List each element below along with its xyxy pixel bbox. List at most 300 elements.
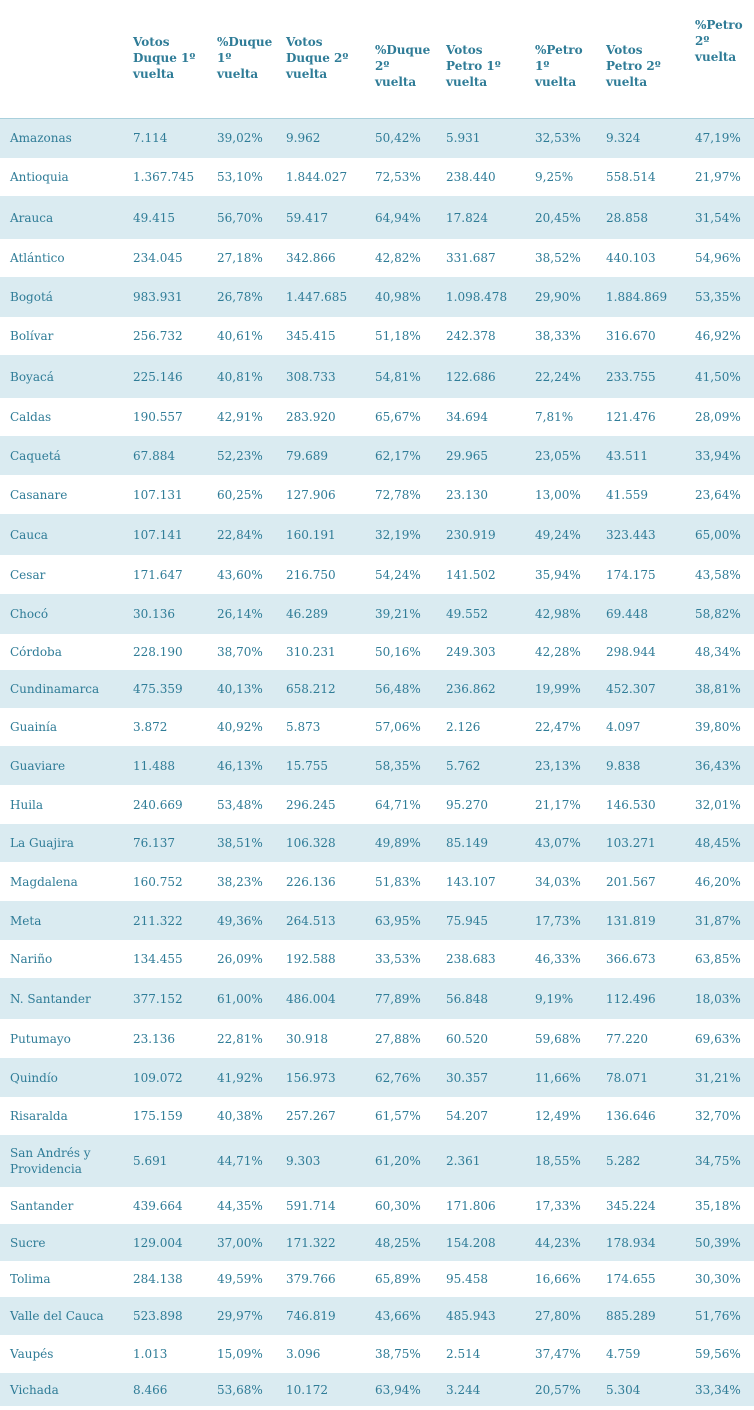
cell-department: Quindío bbox=[0, 1058, 125, 1097]
table-row bbox=[0, 1019, 754, 1058]
table-row bbox=[0, 1097, 754, 1135]
cell-votos-petro-2: 9.838 bbox=[598, 746, 687, 785]
cell-votos-duque-1: 160.752 bbox=[125, 862, 209, 901]
cell-votos-duque-2: 746.819 bbox=[278, 1297, 367, 1335]
cell-pct-duque-2: 43,66% bbox=[367, 1297, 438, 1335]
cell-votos-duque-1: 67.884 bbox=[125, 436, 209, 475]
cell-votos-petro-1: 485.943 bbox=[438, 1297, 527, 1335]
table-row bbox=[0, 594, 754, 634]
table-row bbox=[0, 355, 754, 398]
cell-pct-duque-2: 54,81% bbox=[367, 355, 438, 398]
cell-pct-duque-2: 63,95% bbox=[367, 901, 438, 940]
cell-pct-duque-2: 65,67% bbox=[367, 398, 438, 436]
cell-votos-duque-2: 192.588 bbox=[278, 940, 367, 978]
cell-votos-petro-2: 558.514 bbox=[598, 158, 687, 196]
cell-pct-petro-1: 22,24% bbox=[527, 355, 598, 398]
cell-votos-duque-2: 160.191 bbox=[278, 514, 367, 555]
cell-pct-petro-2: 41,50% bbox=[687, 355, 754, 398]
cell-pct-petro-1: 17,33% bbox=[527, 1187, 598, 1224]
cell-pct-petro-2: 31,54% bbox=[687, 196, 754, 239]
cell-pct-duque-1: 38,51% bbox=[209, 824, 278, 862]
cell-pct-petro-2: 23,64% bbox=[687, 475, 754, 514]
header-department bbox=[0, 0, 125, 118]
cell-votos-petro-2: 136.646 bbox=[598, 1097, 687, 1135]
cell-votos-petro-2: 9.324 bbox=[598, 118, 687, 158]
cell-pct-petro-1: 20,45% bbox=[527, 196, 598, 239]
cell-pct-petro-1: 34,03% bbox=[527, 862, 598, 901]
cell-votos-petro-1: 238.683 bbox=[438, 940, 527, 978]
cell-votos-duque-1: 8.466 bbox=[125, 1373, 209, 1406]
cell-department: Santander bbox=[0, 1187, 125, 1224]
cell-pct-duque-1: 29,97% bbox=[209, 1297, 278, 1335]
cell-department: Antioquia bbox=[0, 158, 125, 196]
cell-votos-petro-2: 885.289 bbox=[598, 1297, 687, 1335]
cell-department: Cauca bbox=[0, 514, 125, 555]
cell-pct-duque-1: 56,70% bbox=[209, 196, 278, 239]
cell-pct-duque-2: 61,57% bbox=[367, 1097, 438, 1135]
cell-pct-petro-1: 29,90% bbox=[527, 277, 598, 317]
cell-pct-duque-2: 51,18% bbox=[367, 317, 438, 355]
cell-pct-petro-1: 59,68% bbox=[527, 1019, 598, 1058]
cell-votos-petro-1: 230.919 bbox=[438, 514, 527, 555]
cell-pct-duque-2: 49,89% bbox=[367, 824, 438, 862]
cell-pct-petro-2: 53,35% bbox=[687, 277, 754, 317]
header-pct-duque-2: %Duque 2º vuelta bbox=[367, 0, 438, 118]
table-row bbox=[0, 1373, 754, 1406]
table-row bbox=[0, 901, 754, 940]
cell-votos-duque-2: 264.513 bbox=[278, 901, 367, 940]
cell-pct-duque-1: 39,02% bbox=[209, 118, 278, 158]
table-row bbox=[0, 1335, 754, 1373]
cell-pct-petro-2: 35,18% bbox=[687, 1187, 754, 1224]
cell-department: Vichada bbox=[0, 1373, 125, 1406]
cell-department: Putumayo bbox=[0, 1019, 125, 1058]
cell-votos-duque-1: 11.488 bbox=[125, 746, 209, 785]
cell-pct-petro-2: 39,80% bbox=[687, 708, 754, 746]
cell-pct-petro-1: 38,52% bbox=[527, 239, 598, 277]
cell-pct-duque-2: 62,17% bbox=[367, 436, 438, 475]
cell-votos-petro-1: 23.130 bbox=[438, 475, 527, 514]
cell-votos-petro-2: 201.567 bbox=[598, 862, 687, 901]
cell-votos-petro-1: 85.149 bbox=[438, 824, 527, 862]
cell-pct-petro-1: 44,23% bbox=[527, 1224, 598, 1261]
table-body bbox=[0, 118, 754, 1406]
cell-votos-duque-1: 439.664 bbox=[125, 1187, 209, 1224]
cell-pct-duque-2: 64,94% bbox=[367, 196, 438, 239]
cell-pct-duque-1: 22,84% bbox=[209, 514, 278, 555]
cell-votos-petro-1: 2.514 bbox=[438, 1335, 527, 1373]
table-row bbox=[0, 1297, 754, 1335]
cell-department: Risaralda bbox=[0, 1097, 125, 1135]
cell-pct-petro-1: 9,25% bbox=[527, 158, 598, 196]
cell-pct-petro-2: 30,30% bbox=[687, 1261, 754, 1297]
cell-pct-petro-1: 18,55% bbox=[527, 1135, 598, 1187]
cell-pct-petro-2: 18,03% bbox=[687, 978, 754, 1019]
cell-pct-petro-1: 19,99% bbox=[527, 670, 598, 708]
cell-pct-petro-2: 33,34% bbox=[687, 1373, 754, 1406]
cell-votos-duque-1: 30.136 bbox=[125, 594, 209, 634]
cell-pct-petro-2: 46,92% bbox=[687, 317, 754, 355]
table-row bbox=[0, 555, 754, 594]
cell-department: Cundinamarca bbox=[0, 670, 125, 708]
cell-pct-petro-1: 22,47% bbox=[527, 708, 598, 746]
cell-votos-duque-2: 226.136 bbox=[278, 862, 367, 901]
cell-votos-duque-1: 234.045 bbox=[125, 239, 209, 277]
cell-votos-duque-2: 591.714 bbox=[278, 1187, 367, 1224]
cell-pct-duque-1: 53,68% bbox=[209, 1373, 278, 1406]
header-votos-petro-2: Votos Petro 2º vuelta bbox=[598, 0, 687, 118]
cell-pct-petro-1: 27,80% bbox=[527, 1297, 598, 1335]
cell-votos-duque-2: 15.755 bbox=[278, 746, 367, 785]
table-row bbox=[0, 277, 754, 317]
cell-pct-petro-2: 31,21% bbox=[687, 1058, 754, 1097]
cell-department: Córdoba bbox=[0, 634, 125, 670]
cell-votos-duque-1: 228.190 bbox=[125, 634, 209, 670]
table-row bbox=[0, 1261, 754, 1297]
cell-pct-duque-1: 40,92% bbox=[209, 708, 278, 746]
cell-pct-petro-2: 21,97% bbox=[687, 158, 754, 196]
cell-pct-petro-1: 17,73% bbox=[527, 901, 598, 940]
cell-pct-duque-1: 40,61% bbox=[209, 317, 278, 355]
cell-votos-duque-1: 175.159 bbox=[125, 1097, 209, 1135]
table-row bbox=[0, 634, 754, 670]
cell-department: Meta bbox=[0, 901, 125, 940]
cell-votos-petro-2: 316.670 bbox=[598, 317, 687, 355]
cell-votos-petro-1: 171.806 bbox=[438, 1187, 527, 1224]
cell-votos-petro-2: 77.220 bbox=[598, 1019, 687, 1058]
cell-pct-duque-2: 42,82% bbox=[367, 239, 438, 277]
cell-pct-duque-1: 49,59% bbox=[209, 1261, 278, 1297]
cell-pct-duque-2: 39,21% bbox=[367, 594, 438, 634]
cell-votos-duque-2: 59.417 bbox=[278, 196, 367, 239]
table-row bbox=[0, 670, 754, 708]
cell-votos-petro-2: 4.759 bbox=[598, 1335, 687, 1373]
cell-pct-duque-2: 72,78% bbox=[367, 475, 438, 514]
cell-pct-duque-1: 46,13% bbox=[209, 746, 278, 785]
cell-votos-petro-2: 298.944 bbox=[598, 634, 687, 670]
cell-votos-petro-1: 34.694 bbox=[438, 398, 527, 436]
header-votos-petro-1: Votos Petro 1º vuelta bbox=[438, 0, 527, 118]
cell-department: Bolívar bbox=[0, 317, 125, 355]
cell-pct-petro-1: 49,24% bbox=[527, 514, 598, 555]
cell-votos-petro-1: 249.303 bbox=[438, 634, 527, 670]
cell-pct-duque-1: 26,09% bbox=[209, 940, 278, 978]
cell-votos-petro-2: 345.224 bbox=[598, 1187, 687, 1224]
cell-votos-duque-2: 310.231 bbox=[278, 634, 367, 670]
cell-votos-petro-1: 141.502 bbox=[438, 555, 527, 594]
cell-pct-duque-1: 26,14% bbox=[209, 594, 278, 634]
cell-votos-petro-2: 174.175 bbox=[598, 555, 687, 594]
cell-votos-petro-1: 17.824 bbox=[438, 196, 527, 239]
cell-pct-duque-1: 26,78% bbox=[209, 277, 278, 317]
cell-pct-petro-1: 9,19% bbox=[527, 978, 598, 1019]
cell-votos-duque-1: 190.557 bbox=[125, 398, 209, 436]
cell-votos-duque-2: 127.906 bbox=[278, 475, 367, 514]
cell-votos-duque-2: 1.447.685 bbox=[278, 277, 367, 317]
cell-pct-duque-1: 44,35% bbox=[209, 1187, 278, 1224]
cell-votos-duque-2: 3.096 bbox=[278, 1335, 367, 1373]
cell-pct-duque-2: 32,19% bbox=[367, 514, 438, 555]
cell-votos-petro-2: 131.819 bbox=[598, 901, 687, 940]
cell-pct-duque-2: 57,06% bbox=[367, 708, 438, 746]
table-row bbox=[0, 746, 754, 785]
cell-votos-duque-1: 107.131 bbox=[125, 475, 209, 514]
cell-votos-duque-2: 10.172 bbox=[278, 1373, 367, 1406]
cell-department: Casanare bbox=[0, 475, 125, 514]
header-votos-duque-2: Votos Duque 2º vuelta bbox=[278, 0, 367, 118]
cell-pct-duque-2: 60,30% bbox=[367, 1187, 438, 1224]
cell-department: Guaviare bbox=[0, 746, 125, 785]
cell-votos-petro-1: 1.098.478 bbox=[438, 277, 527, 317]
cell-votos-duque-2: 283.920 bbox=[278, 398, 367, 436]
cell-pct-duque-2: 62,76% bbox=[367, 1058, 438, 1097]
cell-votos-duque-1: 225.146 bbox=[125, 355, 209, 398]
cell-department: La Guajira bbox=[0, 824, 125, 862]
cell-pct-duque-2: 56,48% bbox=[367, 670, 438, 708]
cell-pct-duque-2: 61,20% bbox=[367, 1135, 438, 1187]
cell-votos-petro-2: 174.655 bbox=[598, 1261, 687, 1297]
cell-pct-petro-1: 35,94% bbox=[527, 555, 598, 594]
cell-votos-petro-2: 112.496 bbox=[598, 978, 687, 1019]
cell-votos-petro-2: 28.858 bbox=[598, 196, 687, 239]
cell-votos-duque-1: 256.732 bbox=[125, 317, 209, 355]
cell-pct-duque-1: 49,36% bbox=[209, 901, 278, 940]
cell-pct-duque-1: 40,13% bbox=[209, 670, 278, 708]
cell-pct-petro-1: 37,47% bbox=[527, 1335, 598, 1373]
cell-votos-petro-1: 122.686 bbox=[438, 355, 527, 398]
cell-pct-petro-1: 42,98% bbox=[527, 594, 598, 634]
cell-department: Atlántico bbox=[0, 239, 125, 277]
cell-pct-petro-1: 38,33% bbox=[527, 317, 598, 355]
cell-votos-duque-2: 30.918 bbox=[278, 1019, 367, 1058]
cell-pct-duque-1: 41,92% bbox=[209, 1058, 278, 1097]
cell-pct-petro-2: 38,81% bbox=[687, 670, 754, 708]
cell-votos-duque-1: 983.931 bbox=[125, 277, 209, 317]
cell-pct-petro-2: 32,01% bbox=[687, 785, 754, 824]
cell-pct-duque-2: 77,89% bbox=[367, 978, 438, 1019]
table-row bbox=[0, 196, 754, 239]
table-row bbox=[0, 708, 754, 746]
table-row bbox=[0, 940, 754, 978]
cell-votos-petro-2: 440.103 bbox=[598, 239, 687, 277]
cell-pct-petro-1: 46,33% bbox=[527, 940, 598, 978]
cell-votos-petro-2: 323.443 bbox=[598, 514, 687, 555]
cell-pct-petro-2: 31,87% bbox=[687, 901, 754, 940]
cell-votos-petro-2: 146.530 bbox=[598, 785, 687, 824]
cell-pct-duque-2: 54,24% bbox=[367, 555, 438, 594]
cell-pct-petro-2: 48,34% bbox=[687, 634, 754, 670]
cell-pct-duque-1: 43,60% bbox=[209, 555, 278, 594]
cell-pct-duque-1: 40,81% bbox=[209, 355, 278, 398]
cell-pct-duque-1: 53,48% bbox=[209, 785, 278, 824]
table-row bbox=[0, 978, 754, 1019]
cell-pct-petro-2: 50,39% bbox=[687, 1224, 754, 1261]
cell-votos-duque-1: 523.898 bbox=[125, 1297, 209, 1335]
header-pct-duque-1: %Duque 1º vuelta bbox=[209, 0, 278, 118]
cell-pct-duque-2: 50,16% bbox=[367, 634, 438, 670]
cell-department: Caquetá bbox=[0, 436, 125, 475]
cell-pct-duque-1: 38,23% bbox=[209, 862, 278, 901]
cell-pct-petro-2: 59,56% bbox=[687, 1335, 754, 1373]
table-row bbox=[0, 1187, 754, 1224]
cell-pct-petro-2: 28,09% bbox=[687, 398, 754, 436]
cell-votos-duque-1: 240.669 bbox=[125, 785, 209, 824]
cell-votos-petro-1: 75.945 bbox=[438, 901, 527, 940]
cell-votos-duque-1: 107.141 bbox=[125, 514, 209, 555]
cell-votos-duque-2: 5.873 bbox=[278, 708, 367, 746]
cell-pct-duque-1: 40,38% bbox=[209, 1097, 278, 1135]
cell-votos-duque-1: 377.152 bbox=[125, 978, 209, 1019]
cell-pct-petro-2: 51,76% bbox=[687, 1297, 754, 1335]
cell-votos-duque-1: 3.872 bbox=[125, 708, 209, 746]
cell-votos-duque-2: 342.866 bbox=[278, 239, 367, 277]
cell-votos-petro-1: 56.848 bbox=[438, 978, 527, 1019]
cell-pct-duque-2: 58,35% bbox=[367, 746, 438, 785]
cell-department: Cesar bbox=[0, 555, 125, 594]
cell-votos-duque-2: 658.212 bbox=[278, 670, 367, 708]
cell-votos-petro-1: 60.520 bbox=[438, 1019, 527, 1058]
cell-department: San Andrés y Providencia bbox=[0, 1135, 125, 1187]
cell-pct-duque-2: 63,94% bbox=[367, 1373, 438, 1406]
table-row bbox=[0, 436, 754, 475]
cell-pct-petro-2: 43,58% bbox=[687, 555, 754, 594]
cell-votos-duque-2: 79.689 bbox=[278, 436, 367, 475]
cell-votos-duque-2: 106.328 bbox=[278, 824, 367, 862]
cell-votos-duque-1: 475.359 bbox=[125, 670, 209, 708]
header-pct-petro-1: %Petro 1º vuelta bbox=[527, 0, 598, 118]
cell-votos-petro-2: 78.071 bbox=[598, 1058, 687, 1097]
cell-votos-duque-1: 23.136 bbox=[125, 1019, 209, 1058]
cell-votos-petro-1: 95.458 bbox=[438, 1261, 527, 1297]
cell-pct-duque-2: 51,83% bbox=[367, 862, 438, 901]
cell-pct-duque-1: 15,09% bbox=[209, 1335, 278, 1373]
cell-votos-petro-2: 5.282 bbox=[598, 1135, 687, 1187]
cell-pct-duque-2: 48,25% bbox=[367, 1224, 438, 1261]
cell-pct-duque-1: 22,81% bbox=[209, 1019, 278, 1058]
cell-department: Bogotá bbox=[0, 277, 125, 317]
table-row bbox=[0, 239, 754, 277]
cell-votos-duque-1: 134.455 bbox=[125, 940, 209, 978]
table-row bbox=[0, 118, 754, 158]
cell-votos-petro-1: 3.244 bbox=[438, 1373, 527, 1406]
cell-votos-duque-1: 1.367.745 bbox=[125, 158, 209, 196]
cell-votos-petro-1: 143.107 bbox=[438, 862, 527, 901]
cell-pct-duque-1: 38,70% bbox=[209, 634, 278, 670]
table-row bbox=[0, 862, 754, 901]
cell-department: Vaupés bbox=[0, 1335, 125, 1373]
cell-votos-duque-2: 486.004 bbox=[278, 978, 367, 1019]
cell-votos-petro-1: 5.931 bbox=[438, 118, 527, 158]
cell-votos-petro-1: 49.552 bbox=[438, 594, 527, 634]
cell-pct-duque-2: 50,42% bbox=[367, 118, 438, 158]
header-pct-petro-2: %Petro 2º vuelta bbox=[687, 0, 754, 118]
cell-votos-duque-2: 171.322 bbox=[278, 1224, 367, 1261]
cell-pct-duque-2: 64,71% bbox=[367, 785, 438, 824]
cell-votos-duque-2: 345.415 bbox=[278, 317, 367, 355]
cell-votos-petro-2: 69.448 bbox=[598, 594, 687, 634]
cell-pct-petro-1: 16,66% bbox=[527, 1261, 598, 1297]
cell-pct-duque-1: 44,71% bbox=[209, 1135, 278, 1187]
cell-votos-petro-1: 54.207 bbox=[438, 1097, 527, 1135]
cell-pct-petro-1: 7,81% bbox=[527, 398, 598, 436]
cell-department: Magdalena bbox=[0, 862, 125, 901]
cell-votos-duque-1: 129.004 bbox=[125, 1224, 209, 1261]
cell-votos-petro-1: 154.208 bbox=[438, 1224, 527, 1261]
cell-pct-petro-2: 58,82% bbox=[687, 594, 754, 634]
cell-votos-duque-2: 156.973 bbox=[278, 1058, 367, 1097]
cell-department: Nariño bbox=[0, 940, 125, 978]
cell-pct-petro-2: 69,63% bbox=[687, 1019, 754, 1058]
cell-pct-petro-1: 21,17% bbox=[527, 785, 598, 824]
cell-pct-petro-2: 63,85% bbox=[687, 940, 754, 978]
cell-pct-petro-2: 33,94% bbox=[687, 436, 754, 475]
cell-pct-duque-2: 72,53% bbox=[367, 158, 438, 196]
cell-department: N. Santander bbox=[0, 978, 125, 1019]
cell-votos-petro-2: 366.673 bbox=[598, 940, 687, 978]
cell-votos-duque-1: 109.072 bbox=[125, 1058, 209, 1097]
cell-votos-petro-2: 4.097 bbox=[598, 708, 687, 746]
cell-votos-petro-1: 95.270 bbox=[438, 785, 527, 824]
cell-pct-petro-2: 54,96% bbox=[687, 239, 754, 277]
cell-pct-duque-1: 53,10% bbox=[209, 158, 278, 196]
cell-pct-petro-1: 42,28% bbox=[527, 634, 598, 670]
table-row bbox=[0, 1058, 754, 1097]
table-row bbox=[0, 1135, 754, 1187]
table-row bbox=[0, 824, 754, 862]
cell-votos-duque-1: 49.415 bbox=[125, 196, 209, 239]
cell-votos-duque-1: 76.137 bbox=[125, 824, 209, 862]
cell-votos-duque-1: 284.138 bbox=[125, 1261, 209, 1297]
cell-department: Tolima bbox=[0, 1261, 125, 1297]
cell-pct-petro-2: 36,43% bbox=[687, 746, 754, 785]
cell-votos-duque-1: 1.013 bbox=[125, 1335, 209, 1373]
cell-votos-duque-2: 257.267 bbox=[278, 1097, 367, 1135]
cell-pct-duque-1: 37,00% bbox=[209, 1224, 278, 1261]
cell-department: Chocó bbox=[0, 594, 125, 634]
cell-votos-duque-2: 379.766 bbox=[278, 1261, 367, 1297]
cell-department: Valle del Cauca bbox=[0, 1297, 125, 1335]
cell-pct-duque-1: 60,25% bbox=[209, 475, 278, 514]
cell-department: Boyacá bbox=[0, 355, 125, 398]
table-row bbox=[0, 475, 754, 514]
cell-votos-petro-1: 236.862 bbox=[438, 670, 527, 708]
header-votos-duque-1: Votos Duque 1º vuelta bbox=[125, 0, 209, 118]
cell-department: Huila bbox=[0, 785, 125, 824]
cell-votos-duque-1: 7.114 bbox=[125, 118, 209, 158]
table-row bbox=[0, 158, 754, 196]
table-row bbox=[0, 317, 754, 355]
cell-pct-petro-1: 23,05% bbox=[527, 436, 598, 475]
cell-votos-petro-2: 233.755 bbox=[598, 355, 687, 398]
cell-votos-duque-2: 296.245 bbox=[278, 785, 367, 824]
cell-pct-petro-2: 46,20% bbox=[687, 862, 754, 901]
cell-votos-petro-2: 103.271 bbox=[598, 824, 687, 862]
cell-votos-petro-2: 43.511 bbox=[598, 436, 687, 475]
table-row bbox=[0, 1224, 754, 1261]
cell-votos-petro-2: 452.307 bbox=[598, 670, 687, 708]
cell-votos-duque-1: 5.691 bbox=[125, 1135, 209, 1187]
cell-votos-petro-1: 5.762 bbox=[438, 746, 527, 785]
cell-pct-petro-1: 43,07% bbox=[527, 824, 598, 862]
cell-pct-duque-1: 61,00% bbox=[209, 978, 278, 1019]
cell-pct-duque-2: 65,89% bbox=[367, 1261, 438, 1297]
header-row bbox=[0, 0, 754, 118]
cell-pct-duque-2: 27,88% bbox=[367, 1019, 438, 1058]
table-row bbox=[0, 785, 754, 824]
cell-pct-duque-2: 33,53% bbox=[367, 940, 438, 978]
cell-pct-petro-1: 13,00% bbox=[527, 475, 598, 514]
cell-pct-petro-1: 11,66% bbox=[527, 1058, 598, 1097]
